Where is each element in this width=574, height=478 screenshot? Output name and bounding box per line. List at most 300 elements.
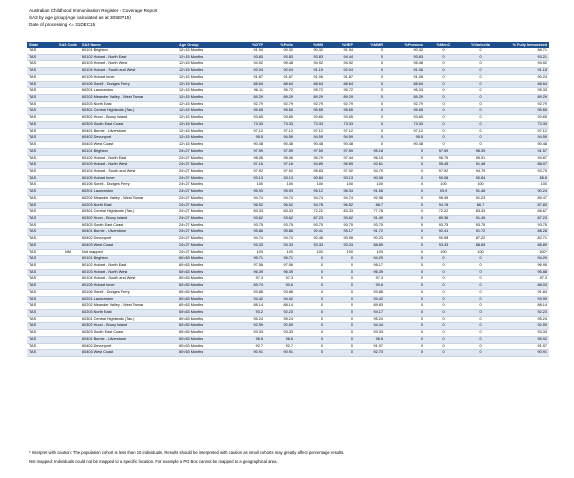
table-cell xyxy=(56,101,80,108)
table-cell: 93.98 xyxy=(325,236,355,243)
table-cell: 97.92 xyxy=(235,168,265,175)
table-cell: 95.24 xyxy=(355,316,385,323)
table-cell: 92.48 xyxy=(295,236,325,243)
table-cell: 92.23 xyxy=(265,310,295,317)
table-cell: TAS xyxy=(27,256,56,263)
table-cell: 60101 Brighton xyxy=(80,148,177,155)
table-cell: TAS xyxy=(27,108,56,115)
table-cell: 88.07 xyxy=(499,162,549,169)
table-cell: TAS xyxy=(27,68,56,75)
table-cell: 94.92 xyxy=(295,61,325,68)
table-cell: TAS xyxy=(27,195,56,202)
table-cell: Not mapped xyxy=(80,249,177,256)
table-cell: 60401 Burnie - Ulverstone xyxy=(80,229,177,236)
table-cell xyxy=(56,229,80,236)
table-row xyxy=(27,101,549,108)
table-cell: 93.75 xyxy=(355,222,385,229)
table-cell: 0 xyxy=(462,101,499,108)
table-cell: 91.15 xyxy=(295,68,325,75)
table-cell: 60<63 Months xyxy=(177,310,235,317)
table-cell: 94.29 xyxy=(355,256,385,263)
table-cell: 100 xyxy=(235,182,265,189)
table-cell: TAS xyxy=(27,215,56,222)
table-cell: TAS xyxy=(27,162,56,169)
table-cell: 90.48 xyxy=(295,142,325,149)
table-cell: 60403 West Coast xyxy=(80,242,177,249)
table-cell: 95.71 xyxy=(265,256,295,263)
table-cell: 60105 Hobart Inner xyxy=(80,74,177,81)
table-row xyxy=(27,249,549,256)
table-cell: 0 xyxy=(425,101,462,108)
table-cell: 60106 Sorell - Dodges Ferry xyxy=(80,182,177,189)
table-cell: 88.64 xyxy=(295,81,325,88)
table-cell: 93.33 xyxy=(295,242,325,249)
table-cell: 73.33 xyxy=(385,121,425,128)
table-cell: 0 xyxy=(462,276,499,283)
table-cell: 91.06 xyxy=(355,189,385,196)
table-cell: 96.6 xyxy=(355,336,385,343)
table-cell: 12<15 Months xyxy=(177,81,235,88)
coverage-table xyxy=(27,42,549,357)
table-cell: 93.21 xyxy=(499,54,549,61)
table-cell: 0 xyxy=(385,168,425,175)
table-cell: TAS xyxy=(27,121,56,128)
table-cell: 91.49 xyxy=(355,215,385,222)
table-row xyxy=(27,215,549,222)
table-cell: 91.06 xyxy=(385,74,425,81)
table-row xyxy=(27,336,549,343)
table-cell: 60302 Huon - Bruny Island xyxy=(80,115,177,122)
table-cell: 93.75 xyxy=(462,222,499,229)
column-header: %MMR xyxy=(355,42,385,48)
table-row xyxy=(27,162,549,169)
table-row xyxy=(27,61,549,68)
table-cell: 0 xyxy=(385,195,425,202)
table-cell: NM xyxy=(56,249,80,256)
table-cell: 60104 Hobart - South and West xyxy=(80,68,177,75)
table-cell: 95.17 xyxy=(325,229,355,236)
table-cell: 92.59 xyxy=(265,323,295,330)
table-cell xyxy=(56,54,80,61)
table-cell: 93.65 xyxy=(325,115,355,122)
table-cell: 12<15 Months xyxy=(177,68,235,75)
table-cell: 95.72 xyxy=(295,88,325,95)
table-cell: 97.16 xyxy=(235,162,265,169)
column-header: SA3 Name xyxy=(80,42,177,48)
table-cell: 60<63 Months xyxy=(177,296,235,303)
table-cell: 95.48 xyxy=(385,61,425,68)
table-row xyxy=(27,236,549,243)
table-cell: 0 xyxy=(385,343,425,350)
table-cell: 95.18 xyxy=(355,148,385,155)
table-cell: 60203 North East xyxy=(80,202,177,209)
table-cell: 0 xyxy=(295,343,325,350)
table-cell: 90.23 xyxy=(355,236,385,243)
table-cell xyxy=(56,155,80,162)
table-cell: TAS xyxy=(27,276,56,283)
table-cell xyxy=(56,236,80,243)
table-cell xyxy=(56,74,80,81)
table-cell xyxy=(56,209,80,216)
table-cell: 94.17 xyxy=(355,310,385,317)
table-cell: 93.62 xyxy=(265,215,295,222)
table-cell xyxy=(56,336,80,343)
table-cell: 96.39 xyxy=(235,269,265,276)
table-cell: 96.79 xyxy=(295,155,325,162)
table-cell: TAS xyxy=(27,128,56,135)
table-cell: 90.48 xyxy=(385,142,425,149)
table-cell: 90.48 xyxy=(499,142,549,149)
table-cell: 0 xyxy=(385,162,425,169)
table-cell: 0 xyxy=(425,115,462,122)
table-cell: 93.65 xyxy=(235,115,265,122)
column-header: State xyxy=(27,42,56,48)
table-cell: 90.32 xyxy=(385,48,425,54)
table-cell: 0 xyxy=(425,142,462,149)
table-cell: 60201 Launceston xyxy=(80,88,177,95)
table-cell: 93.13 xyxy=(265,175,295,182)
table-cell: 93.75 xyxy=(499,222,549,229)
table-cell: 95.51 xyxy=(462,155,499,162)
table-cell: 90.91 xyxy=(235,350,265,357)
table-cell: 12<15 Months xyxy=(177,48,235,54)
table-cell: 97.92 xyxy=(325,168,355,175)
table-cell: TAS xyxy=(27,330,56,337)
table-cell: TAS xyxy=(27,54,56,61)
processing-date: Date of processing <= 31DEC15 xyxy=(29,22,96,27)
table-cell: TAS xyxy=(27,95,56,102)
table-cell: 89.47 xyxy=(499,195,549,202)
table-row xyxy=(27,128,549,135)
table-cell: 60103 Hobart - North West xyxy=(80,162,177,169)
table-cell: 93.83 xyxy=(385,54,425,61)
table-cell: 83.33 xyxy=(325,209,355,216)
table-cell: 92.59 xyxy=(499,323,549,330)
table-cell: 24<27 Months xyxy=(177,236,235,243)
table-cell: 91.87 xyxy=(265,74,295,81)
table-cell: 60202 Meander Valley - West Tamar xyxy=(80,95,177,102)
table-cell: 0 xyxy=(325,316,355,323)
table-cell: 0 xyxy=(325,276,355,283)
table-cell: 0 xyxy=(462,48,499,54)
table-cell: 0 xyxy=(295,276,325,283)
table-cell: 96.11 xyxy=(235,88,265,95)
table-cell: 83.33 xyxy=(235,209,265,216)
table-cell: 77.78 xyxy=(355,209,385,216)
table-cell: 93.75 xyxy=(325,222,355,229)
table-cell: 60106 Sorell - Dodges Ferry xyxy=(80,81,177,88)
table-cell: 24<27 Months xyxy=(177,202,235,209)
table-cell: 91.15 xyxy=(499,68,549,75)
table-cell: 0 xyxy=(325,283,355,290)
table-cell: 0 xyxy=(325,330,355,337)
table-cell: 91.87 xyxy=(235,74,265,81)
table-cell: 0 xyxy=(462,88,499,95)
table-cell: 60106 Sorell - Dodges Ferry xyxy=(80,289,177,296)
table-cell: TAS xyxy=(27,249,56,256)
table-cell: 93.33 xyxy=(265,242,295,249)
table-cell: 24<27 Months xyxy=(177,242,235,249)
table-cell: 97.59 xyxy=(265,148,295,155)
table-cell: 92.61 xyxy=(355,162,385,169)
table-cell: TAS xyxy=(27,74,56,81)
table-cell: 0 xyxy=(295,323,325,330)
table-cell: TAS xyxy=(27,175,56,182)
table-cell: 96.39 xyxy=(355,269,385,276)
table-cell: TAS xyxy=(27,142,56,149)
table-cell: 90.24 xyxy=(499,189,549,196)
table-row xyxy=(27,242,549,249)
table-row xyxy=(27,263,549,270)
table-cell: 95.93 xyxy=(265,189,295,196)
table-cell: 0 xyxy=(462,336,499,343)
table-cell xyxy=(56,121,80,128)
table-cell: 97.3 xyxy=(355,276,385,283)
table-cell: 0 xyxy=(295,350,325,357)
table-cell: 0 xyxy=(325,303,355,310)
table-cell: 0 xyxy=(385,148,425,155)
table-cell: 93.33 xyxy=(355,330,385,337)
table-cell: 0 xyxy=(462,135,499,142)
table-cell: TAS xyxy=(27,343,56,350)
table-cell: 87.23 xyxy=(295,215,325,222)
table-cell: TAS xyxy=(27,242,56,249)
table-cell: 88.14 xyxy=(265,303,295,310)
table-cell: 0 xyxy=(325,343,355,350)
table-cell: 0 xyxy=(385,303,425,310)
table-cell: 0 xyxy=(355,54,385,61)
table-cell: 96.95 xyxy=(499,263,549,270)
table-cell: 88.71 xyxy=(499,48,549,54)
table-cell: 86.7 xyxy=(462,202,499,209)
table-cell: 0 xyxy=(385,202,425,209)
table-cell: 0 xyxy=(325,310,355,317)
table-cell: 12<15 Months xyxy=(177,108,235,115)
table-row xyxy=(27,88,549,95)
table-cell: 0 xyxy=(385,256,425,263)
table-cell: 90.84 xyxy=(462,175,499,182)
table-cell: 0 xyxy=(295,269,325,276)
table-cell: 93.83 xyxy=(265,54,295,61)
table-cell: 0 xyxy=(425,88,462,95)
table-cell: 93.75 xyxy=(499,168,549,175)
table-cell: 91.57 xyxy=(499,148,549,155)
table-cell xyxy=(56,128,80,135)
table-cell: 92.79 xyxy=(265,101,295,108)
table-cell: 87.22 xyxy=(462,236,499,243)
table-cell: TAS xyxy=(27,289,56,296)
table-cell: 91.94 xyxy=(235,48,265,54)
table-cell: 0 xyxy=(355,135,385,142)
table-cell: 24<27 Months xyxy=(177,215,235,222)
table-cell: 100 xyxy=(295,182,325,189)
table-cell: 0 xyxy=(425,68,462,75)
table-cell: 0 xyxy=(325,336,355,343)
table-cell: 93.65 xyxy=(295,115,325,122)
table-cell: 92.7 xyxy=(265,343,295,350)
table-cell: TAS xyxy=(27,336,56,343)
table-cell: TAS xyxy=(27,168,56,175)
table-cell xyxy=(56,289,80,296)
table-cell: 0 xyxy=(385,269,425,276)
table-cell: 90.48 xyxy=(325,142,355,149)
table-cell: TAS xyxy=(27,283,56,290)
table-cell: 98.17 xyxy=(355,263,385,270)
table-cell: 94.89 xyxy=(295,162,325,169)
table-cell: 0 xyxy=(462,121,499,128)
table-cell: 0 xyxy=(385,242,425,249)
table-cell: 89.29 xyxy=(385,95,425,102)
table-cell: 97.59 xyxy=(425,148,462,155)
table-cell: TAS xyxy=(27,189,56,196)
table-cell: 95.5 xyxy=(235,135,265,142)
table-cell: 94.92 xyxy=(325,61,355,68)
table-cell: TAS xyxy=(27,101,56,108)
table-cell: 91.97 xyxy=(355,343,385,350)
table-row xyxy=(27,175,549,182)
table-row xyxy=(27,323,549,330)
table-cell: 0 xyxy=(355,108,385,115)
table-cell: 97.3 xyxy=(235,276,265,283)
table-cell xyxy=(56,330,80,337)
table-cell: 92.04 xyxy=(325,68,355,75)
table-cell: 0 xyxy=(295,263,325,270)
table-cell: 95.65 xyxy=(295,108,325,115)
table-cell: 95.45 xyxy=(425,162,462,169)
table-cell: 12<15 Months xyxy=(177,115,235,122)
table-cell: 92.41 xyxy=(295,229,325,236)
column-header: %Varicella xyxy=(462,42,499,48)
table-cell xyxy=(56,283,80,290)
table-cell: 95.86 xyxy=(235,229,265,236)
table-cell: 90.32 xyxy=(265,48,295,54)
table-cell: 90.08 xyxy=(425,175,462,182)
table-cell: 94.59 xyxy=(499,135,549,142)
table-cell: 0 xyxy=(462,142,499,149)
table-cell: 60105 Hobart Inner xyxy=(80,283,177,290)
table-cell: 0 xyxy=(385,222,425,229)
table-cell: 96.39 xyxy=(265,269,295,276)
table-cell: 93.9 xyxy=(425,189,462,196)
table-cell: 0 xyxy=(295,310,325,317)
table-cell: 0 xyxy=(425,336,462,343)
table-cell: 0 xyxy=(355,115,385,122)
table-cell: 93.75 xyxy=(235,222,265,229)
table-cell: 92.04 xyxy=(235,68,265,75)
table-cell: 94.74 xyxy=(265,236,295,243)
table-cell: 97.12 xyxy=(499,128,549,135)
table-cell: 93.83 xyxy=(295,54,325,61)
table-cell: 60201 Launceston xyxy=(80,189,177,196)
table-cell: 60<63 Months xyxy=(177,269,235,276)
table-cell: 0 xyxy=(355,128,385,135)
table-cell: 88.64 xyxy=(385,81,425,88)
table-cell: 91.06 xyxy=(385,68,425,75)
table-cell: 90.32 xyxy=(295,48,325,54)
table-cell: 12<15 Months xyxy=(177,135,235,142)
report-subtitle: SA3 by age group(Age calculated as at 30SEP15) xyxy=(29,15,131,20)
table-cell: 60101 Brighton xyxy=(80,48,177,54)
table-cell: 0 xyxy=(425,296,462,303)
table-cell: 94.42 xyxy=(235,296,265,303)
table-cell: 24<27 Months xyxy=(177,148,235,155)
table-cell: 100* xyxy=(499,249,549,256)
table-cell: 83.33 xyxy=(265,209,295,216)
table-cell: 0 xyxy=(462,54,499,61)
table-row xyxy=(27,310,549,317)
table-row xyxy=(27,303,549,310)
table-cell: 12<15 Months xyxy=(177,61,235,68)
table-cell: 94.29 xyxy=(499,256,549,263)
table-cell: 0 xyxy=(462,350,499,357)
table-cell: TAS xyxy=(27,88,56,95)
table-cell: 100 xyxy=(265,249,295,256)
table-cell: TAS xyxy=(27,148,56,155)
table-cell: 92.79 xyxy=(385,101,425,108)
table-cell xyxy=(56,263,80,270)
table-cell: 88.89 xyxy=(499,242,549,249)
table-cell: 89.74 xyxy=(235,283,265,290)
table-cell: 96.6 xyxy=(235,336,265,343)
table-cell: 82.71 xyxy=(499,236,549,243)
table-cell: 92.04 xyxy=(265,68,295,75)
table-cell xyxy=(56,316,80,323)
table-cell: 0 xyxy=(462,296,499,303)
table-cell: 98.06 xyxy=(265,155,295,162)
table-cell: TAS xyxy=(27,323,56,330)
table-cell: 0 xyxy=(425,269,462,276)
table-cell: 100 xyxy=(325,249,355,256)
table-cell: 0 xyxy=(295,316,325,323)
table-cell xyxy=(56,269,80,276)
table-cell: 0 xyxy=(462,283,499,290)
table-cell: 0 xyxy=(462,108,499,115)
table-cell: 97.56 xyxy=(265,263,295,270)
table-cell: 93.75 xyxy=(425,222,462,229)
table-cell: 60402 Devonport xyxy=(80,236,177,243)
table-cell: 93.2 xyxy=(235,310,265,317)
table-row xyxy=(27,95,549,102)
table-cell: 0 xyxy=(325,256,355,263)
table-cell: 94.74 xyxy=(265,195,295,202)
table-cell: 94.78 xyxy=(425,202,462,209)
table-cell: 24<27 Months xyxy=(177,195,235,202)
column-header: %MenC xyxy=(425,42,462,48)
table-cell: 12<15 Months xyxy=(177,101,235,108)
table-row xyxy=(27,269,549,276)
table-cell: 97.3 xyxy=(265,276,295,283)
table-cell: 0 xyxy=(462,289,499,296)
table-cell: 60403 West Coast xyxy=(80,142,177,149)
table-cell: 88.14 xyxy=(499,303,549,310)
table-cell: 12<15 Months xyxy=(177,121,235,128)
table-cell: TAS xyxy=(27,155,56,162)
table-cell: 91.46 xyxy=(462,189,499,196)
table-cell xyxy=(56,175,80,182)
table-cell xyxy=(56,115,80,122)
table-cell: 24<27 Months xyxy=(177,249,235,256)
table-cell: 89.29 xyxy=(295,95,325,102)
table-cell: 0 xyxy=(425,54,462,61)
table-cell xyxy=(56,182,80,189)
table-cell: 60102 Hobart - North East xyxy=(80,263,177,270)
table-cell: 60203 North East xyxy=(80,310,177,317)
table-cell: 12<15 Months xyxy=(177,128,235,135)
table-cell: 0 xyxy=(462,323,499,330)
table-cell: 0 xyxy=(462,81,499,88)
table-cell: 0 xyxy=(295,303,325,310)
table-cell: 94.92 xyxy=(235,61,265,68)
